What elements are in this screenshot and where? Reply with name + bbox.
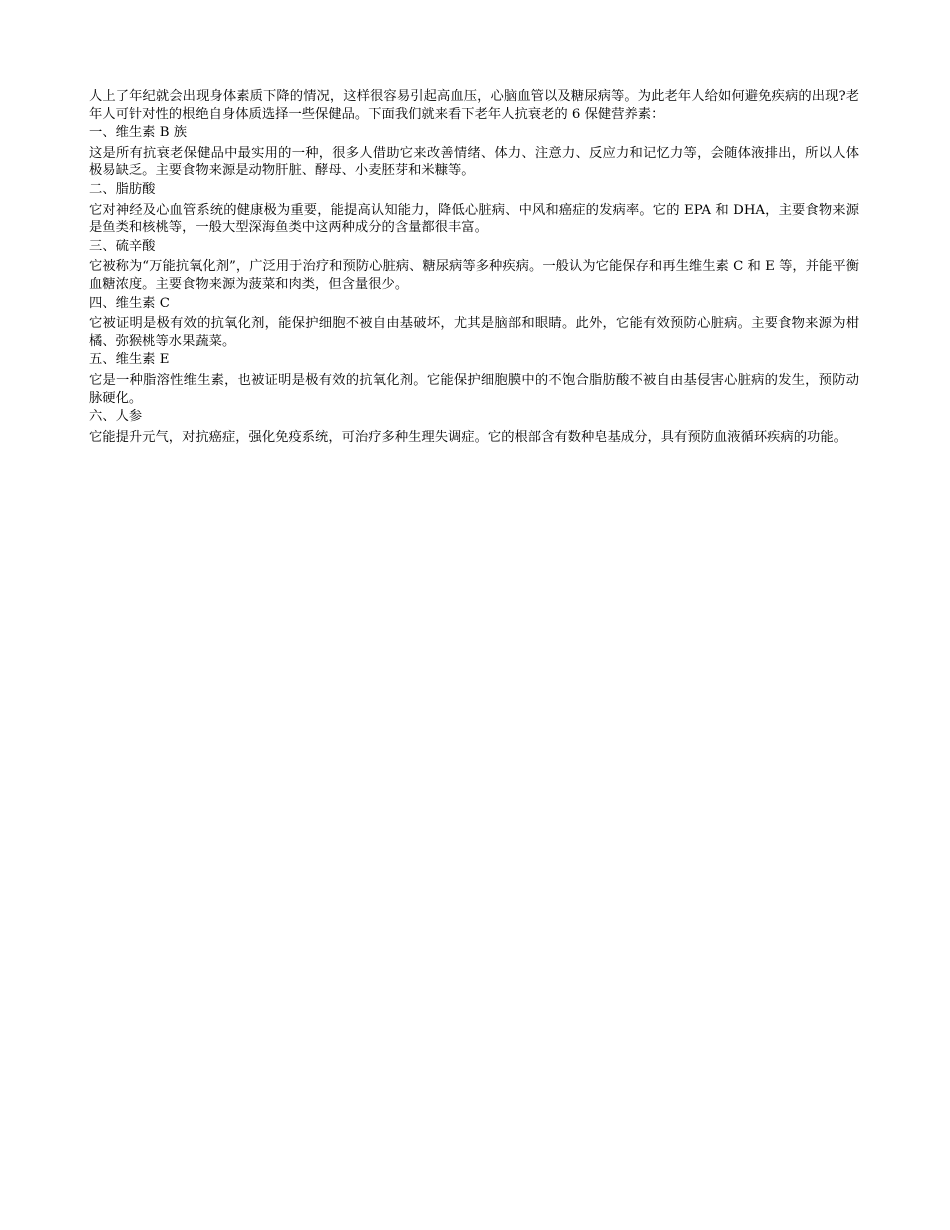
section-body: 它被称为“万能抗氧化剂”，广泛用于治疗和预防心脏病、糖尿病等多种疾病。一般认为它能保存和再生维生素 C 和 E 等，并能平衡血糖浓度。主要食物来源为菠菜和肉类，但含量很少。 — [89, 259, 859, 292]
section-ginseng — [89, 408, 859, 446]
intro-paragraph: 人上了年纪就会出现身体素质下降的情况，这样很容易引起高血压，心脑血管以及糖尿病等。为此老年人给如何避免疾病的出现?老年人可针对性的根绝自身体质选择一些保健品。下面我们就来看下老年人抗衰老的 6 保健营养素： — [89, 89, 859, 122]
section-body: 它被证明是极有效的抗氧化剂，能保护细胞不被自由基破坏，尤其是脑部和眼睛。此外，它能有效预防心脏病。主要食物来源为柑橘、弥猴桃等水果蔬菜。 — [89, 316, 859, 349]
document-page — [89, 88, 859, 447]
section-vitamin-b — [89, 124, 859, 180]
section-heading: 三、硫辛酸 — [89, 238, 156, 254]
section-fatty-acid — [89, 181, 859, 237]
section-body: 它能提升元气，对抗癌症，强化免疫系统，可治疗多种生理失调症。它的根部含有数种皂基成分，具有预防血液循环疾病的功能。 — [89, 429, 847, 445]
section-body: 它是一种脂溶性维生素，也被证明是极有效的抗氧化剂。它能保护细胞膜中的不饱合脂肪酸不被自由基侵害心脏病的发生，预防动脉硬化。 — [89, 372, 859, 406]
section-heading: 一、维生素 B 族 — [89, 125, 188, 141]
section-heading: 五、维生素 E — [89, 352, 170, 368]
section-heading: 四、维生素 C — [89, 295, 170, 311]
section-lipoic-acid — [89, 238, 859, 294]
section-heading: 二、脂肪酸 — [89, 181, 156, 197]
section-vitamin-e — [89, 351, 859, 407]
section-body: 这是所有抗衰老保健品中最实用的一种，很多人借助它来改善情绪、体力、注意力、反应力和记忆力等，会随体液排出，所以人体极易缺乏。主要食物来源是动物肝脏、酵母、小麦胚芽和米糠等。 — [89, 145, 859, 179]
section-body: 它对神经及心血管系统的健康极为重要，能提高认知能力，降低心脏病、中风和癌症的发病率。它的 EPA 和 DHA，主要食物来源是鱼类和核桃等，一般大型深海鱼类中这两种成分的含量都很丰富。 — [89, 202, 859, 236]
section-heading: 六、人参 — [89, 409, 143, 425]
section-vitamin-c — [89, 295, 859, 351]
